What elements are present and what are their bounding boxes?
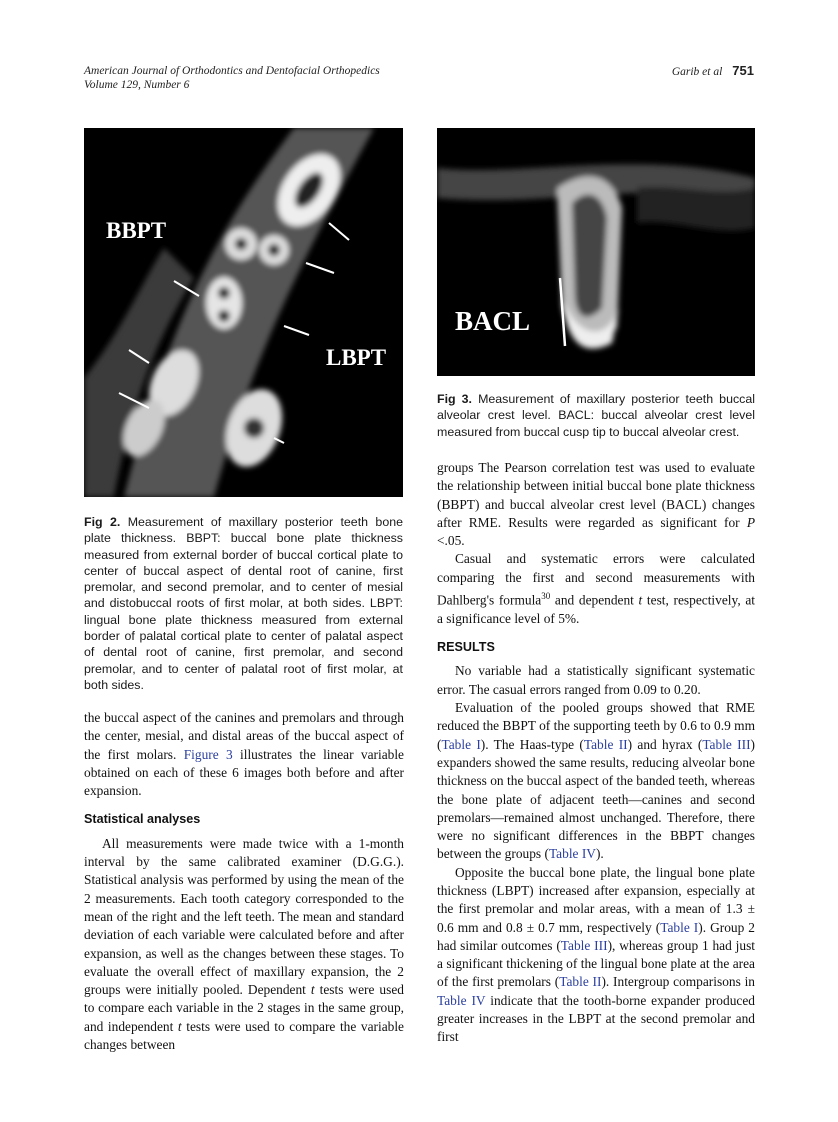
text-segment: t	[638, 592, 643, 608]
text-segment: groups The Pearson correlation test was used to evaluate the relationship between initial buccal bone plate thickness (BBPT) and buccal alveolar crest level (BACL) changes after RME. Results were regarded as significant for	[437, 460, 755, 530]
figure-3-caption	[437, 391, 755, 440]
paragraph	[437, 550, 755, 628]
text-segment: ). The Haas-type (	[480, 736, 584, 752]
figure-3-image	[437, 128, 755, 376]
text-segment: Casual and systematic errors were calculated comparing the first and second measurements with Dahlberg's formula	[437, 551, 755, 608]
fig2-caption-label: Fig 2.	[84, 515, 121, 529]
text-segment: P	[746, 514, 755, 530]
cross-reference-link[interactable]: Table II	[559, 974, 602, 990]
paragraph	[437, 459, 755, 550]
text-segment: ). Group 2 had similar outcomes (	[437, 919, 756, 953]
cross-reference-link[interactable]: Table II	[583, 736, 628, 752]
text-segment: All measurements were made twice with a 1-month interval by the same calibrated examiner (D.G.G.). Statistical analysis was performed by using the mean of the 2 measurements. Each tooth category corresponded to the mean of the right and the left teeth. The mean and standard deviation of each variable were calculated before and after expansion, as well as the changes between these stages. To evaluate the overall effect of maxillary expansion, the 2 groups were initially pooled. Dependent	[84, 835, 404, 998]
text-segment: and dependent	[550, 592, 639, 608]
text-segment: ) expanders showed the same results, reducing alveolar bone thickness on the buccal aspect of the banded teeth, whereas the bone plate of adjacent teeth—canines and second premolars—remained almost unchanged. Therefore, there were no significant differences in the BBPT changes between the groups (	[437, 736, 756, 862]
left-text-column	[84, 709, 404, 1054]
cross-reference-link[interactable]: Table IV	[548, 846, 596, 862]
text-segment: t	[310, 982, 315, 998]
text-segment: test, respectively, at a significance level of 5%.	[437, 592, 755, 626]
paragraph	[437, 662, 755, 699]
paragraph	[437, 699, 755, 864]
text-segment: Opposite the buccal bone plate, the lingual bone plate thickness (LBPT) increased after expansion, especially at the first premolar and molar areas, with a mean of 1.3 ± 0.6 mm and 0.8 ± 0.7 mm, respectively (	[437, 864, 755, 935]
cross-reference-link[interactable]: Table I	[660, 919, 699, 935]
text-segment: t	[177, 1018, 182, 1034]
section-heading: Statistical analyses	[84, 812, 201, 827]
journal-volume: Volume 129, Number 6	[84, 79, 190, 91]
paragraph	[84, 835, 404, 1055]
text-segment: illustrates the linear variable obtained on each of these 6 images both before and after expansion.	[84, 746, 405, 799]
text-segment: <.05.	[437, 533, 465, 549]
page-number: 751	[732, 63, 754, 78]
cross-reference-link[interactable]: Table III	[560, 937, 608, 953]
text-segment: ), whereas group 1 had just a significant thickening of the lingual bone plate at the area of the first premolars (	[437, 937, 755, 990]
running-header-left	[84, 64, 380, 92]
figure-2-image	[84, 128, 403, 497]
text-segment: tests were used to compare the variable changes between	[84, 1018, 404, 1053]
text-segment: No variable had a statistically significant systematic error. The casual errors ranged from 0.09 to 0.20.	[437, 663, 755, 697]
text-segment: indicate that the tooth-borne expander produced greater increases in the LBPT at the second premolar and first	[437, 992, 755, 1045]
fig3-caption-label: Fig 3.	[437, 392, 472, 406]
cross-reference-link[interactable]: Figure 3	[183, 746, 233, 762]
right-text-column	[437, 459, 755, 1047]
fig3-caption-text: Measurement of maxillary posterior teeth buccal alveolar crest level. BACL: buccal alveolar crest level measured from buccal cusp tip to buccal alveolar crest.	[437, 392, 755, 439]
authors: Garib et al	[671, 66, 723, 78]
cross-reference-link[interactable]: Table III	[702, 736, 751, 752]
running-header-right	[672, 64, 754, 79]
text-segment: ). Intergroup comparisons in	[601, 974, 755, 990]
fig2-label-lbpt: LBPT	[326, 345, 387, 370]
cross-reference-link[interactable]: Table I	[441, 736, 481, 752]
text-segment: ) and hyrax (	[627, 736, 703, 752]
fig2-caption-text: Measurement of maxillary posterior teeth bone plate thickness. BBPT: buccal bone plate thickness measured from external border of buccal cortical plate to center of buccal aspect of dental root of canine, first premolar, and second premolar, and to center of mesial and distobuccal roots of first molar, at both sides. LBPT: lingual bone plate thickness measured from external border of palatal cortical plate to center of palatal aspect of dental root of canine, first premolar, and second premolar, and to center of palatal root of first molar, at both sides.	[84, 515, 403, 692]
reference-superscript: 30	[541, 591, 551, 602]
fig3-label-bacl: BACL	[455, 306, 531, 336]
text-segment: ).	[595, 846, 604, 862]
text-segment: the buccal aspect of the canines and premolars and through the center, mesial, and distal areas of the buccal aspect of the first molars.	[84, 710, 404, 762]
cross-reference-link[interactable]: Table IV	[437, 992, 486, 1008]
paragraph	[84, 709, 404, 800]
section-heading: RESULTS	[437, 640, 495, 655]
fig2-label-bbpt: BBPT	[106, 218, 167, 243]
journal-title: American Journal of Orthodontics and Dentofacial Orthopedics	[84, 65, 380, 77]
text-segment: tests were used to compare each variable in the 2 stages in the same group, and independent	[84, 982, 404, 1034]
figure-2-caption	[84, 514, 403, 693]
text-segment: Evaluation of the pooled groups showed that RME reduced the BBPT of the supporting teeth by 0.6 to 0.9 mm (	[437, 700, 755, 752]
paragraph	[437, 864, 755, 1047]
